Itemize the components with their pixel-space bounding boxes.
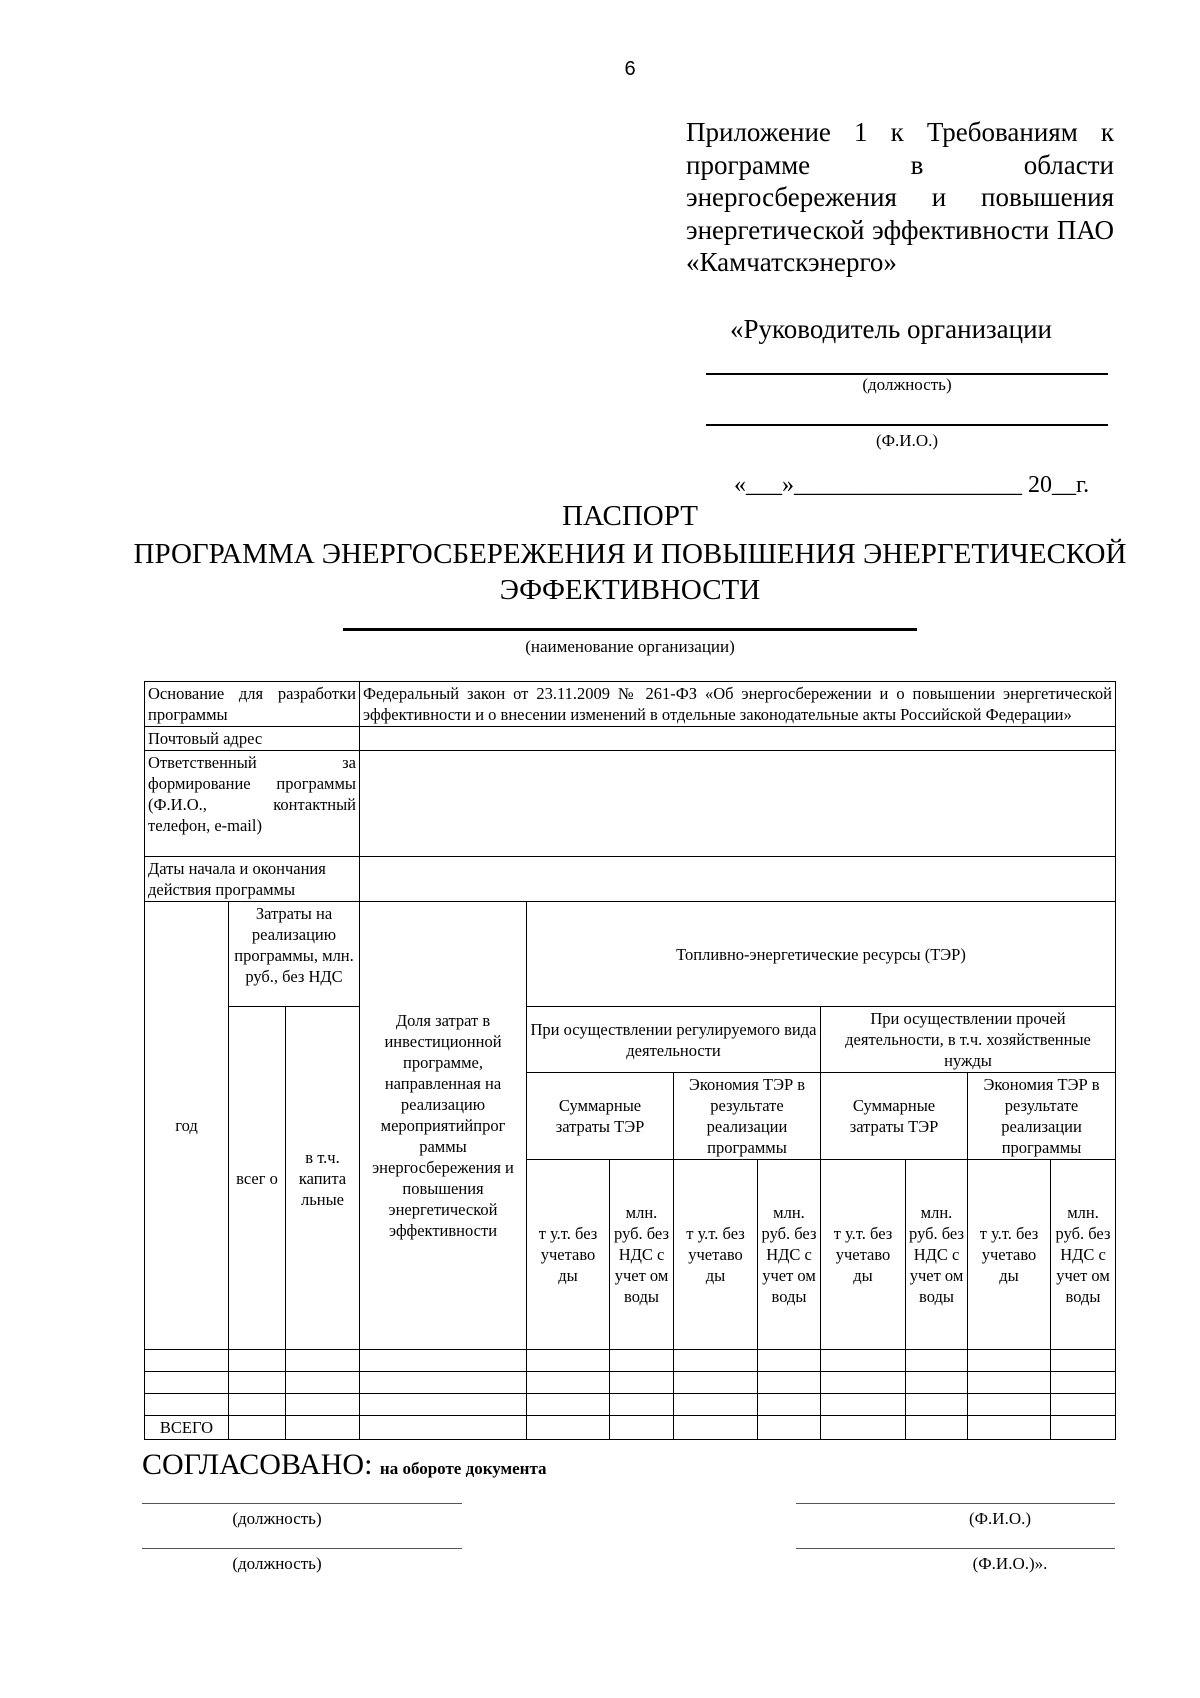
basis-label: Основание для разработки программы	[145, 682, 360, 727]
postal-value	[360, 727, 1116, 751]
agreed-position-caption-1: (должность)	[232, 1509, 322, 1528]
appendix-reference: Приложение 1 к Требованиям к программе в области энергосбережения и повышения энергетической эффективности ПАО «Камчатскэнерго»	[686, 117, 1114, 277]
share-header: Доля затрат в инвестиционной программе, направленная на реализацию мероприятийпрог раммы энергосбережения и повышения энергетической эффективности	[360, 902, 527, 1350]
regulated-sum-costs-header: Суммарные затраты ТЭР	[527, 1073, 674, 1160]
organization-name-line	[343, 628, 917, 631]
approval-title: «Руководитель организации	[730, 314, 1053, 344]
year-header: год	[145, 902, 229, 1350]
page-number: 6	[624, 58, 636, 80]
regulated-savings-header: Экономия ТЭР в результате реализации программы	[674, 1073, 821, 1160]
basis-row	[145, 682, 1116, 727]
agreed-fio-line-1	[796, 1503, 1115, 1504]
costs-header: Затраты на реализацию программы, млн. руб., без НДС	[229, 902, 360, 1007]
other-savings-header: Экономия ТЭР в результате реализации программы	[968, 1073, 1116, 1160]
approval-date: «___»___________________ 20__г.	[734, 472, 1090, 498]
unit-tut-header: т у.т. без учетаво ды	[527, 1160, 610, 1350]
header-row-2	[145, 1007, 1116, 1073]
agreed-position-caption-2: (должность)	[232, 1554, 322, 1573]
fio-caption: (Ф.И.О.)	[875, 431, 939, 450]
unit-rub-header: млн. руб. без НДС с учет ом воды	[610, 1160, 674, 1350]
agreed-position-line-1	[142, 1503, 462, 1504]
table-row	[145, 1350, 1116, 1372]
passport-table	[144, 681, 1116, 1440]
other-sum-costs-header: Суммарные затраты ТЭР	[821, 1073, 968, 1160]
agreed-block	[142, 1448, 547, 1482]
position-caption: (должность)	[862, 375, 952, 394]
agreed-note: на обороте документа	[379, 1459, 547, 1478]
dates-row	[145, 857, 1116, 902]
total-row-label: ВСЕГО	[145, 1416, 229, 1440]
unit-rub-header: млн. руб. без НДС с учет ом воды	[1051, 1160, 1116, 1350]
unit-rub-header: млн. руб. без НДС с учет ом воды	[906, 1160, 968, 1350]
basis-value: Федеральный закон от 23.11.2009 № 261-ФЗ «Об энергосбережении и о повышении энергетической эффективности и о внесении изменений в отдельные законодательные акты Российской Федерации»	[360, 682, 1116, 727]
header-row-1	[145, 902, 1116, 1007]
dates-label: Даты начала и окончания действия программы	[145, 857, 360, 902]
regulated-activity-header: При осуществлении регулируемого вида деятельности	[527, 1007, 821, 1073]
agreed-position-line-2	[142, 1548, 462, 1549]
unit-tut-header: т у.т. без учетаво ды	[674, 1160, 758, 1350]
agreed-fio-caption-1: (Ф.И.О.)	[968, 1509, 1032, 1528]
other-activity-header: При осуществлении прочей деятельности, в т.ч. хозяйственные нужды	[821, 1007, 1116, 1073]
agreed-fio-caption-2: (Ф.И.О.)».	[972, 1554, 1048, 1573]
agreed-title: СОГЛАСОВАНО:	[142, 1448, 373, 1481]
unit-tut-header: т у.т. без учетаво ды	[821, 1160, 906, 1350]
postal-row	[145, 727, 1116, 751]
table-row	[145, 1372, 1116, 1394]
agreed-fio-line-2	[796, 1548, 1115, 1549]
ter-header: Топливно-энергетические ресурсы (ТЭР)	[527, 902, 1116, 1007]
unit-rub-header: млн. руб. без НДС с учет ом воды	[758, 1160, 821, 1350]
passport-title: ПАСПОРТ	[562, 500, 698, 532]
responsible-label: Ответственный за формирование программы (Ф.И.О., контактный телефон, e-mail)	[145, 751, 360, 857]
unit-tut-header: т у.т. без учетаво ды	[968, 1160, 1051, 1350]
total-row	[145, 1416, 1116, 1440]
responsible-row	[145, 751, 1116, 857]
program-title-line1: ПРОГРАММА ЭНЕРГОСБЕРЕЖЕНИЯ И ПОВЫШЕНИЯ ЭНЕРГЕТИЧЕСКОЙ	[133, 538, 1127, 570]
postal-label: Почтовый адрес	[145, 727, 360, 751]
organization-caption: (наименование организации)	[525, 637, 735, 656]
table-row	[145, 1394, 1116, 1416]
capital-costs-header: в т.ч. капита льные	[286, 1007, 360, 1350]
responsible-value	[360, 751, 1116, 857]
fio-signature-line	[706, 424, 1108, 426]
program-title-line2: ЭФФЕКТИВНОСТИ	[499, 574, 761, 606]
total-costs-header: всег о	[229, 1007, 286, 1350]
dates-value	[360, 857, 1116, 902]
